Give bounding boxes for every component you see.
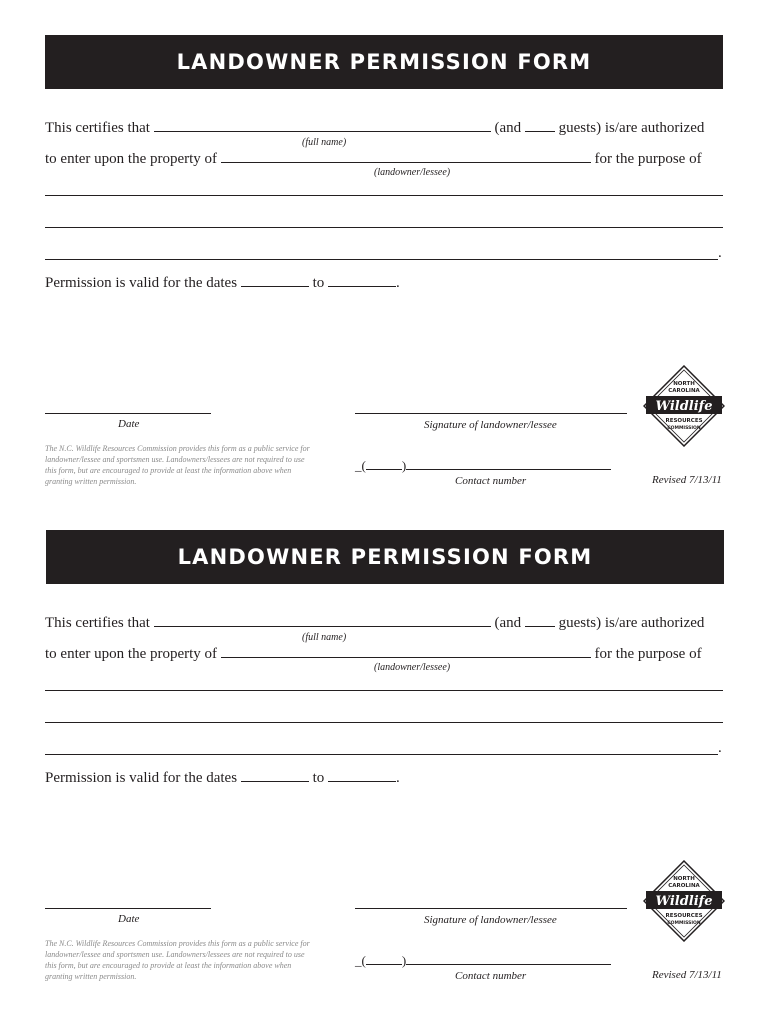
purpose-field-line-2[interactable] (45, 227, 723, 228)
guests-authorized-label: guests) is/are authorized (558, 120, 705, 136)
revised-date: Revised 7/13/11 (652, 969, 722, 981)
dates-line (45, 272, 400, 292)
contact-caption: Contact number (455, 475, 527, 487)
dates-to-label: to (312, 770, 325, 786)
guests-count-field[interactable] (525, 117, 555, 132)
logo-text-wildlife: Wildlife (655, 399, 713, 414)
purpose-field-line-1[interactable] (45, 195, 723, 196)
dates-period: . (395, 770, 400, 786)
phone-number-field[interactable] (406, 950, 611, 965)
date-signature-line[interactable] (45, 413, 211, 414)
area-code-field[interactable] (366, 455, 402, 470)
phone-number-field[interactable] (406, 455, 611, 470)
landowner-signature-line[interactable] (355, 908, 627, 909)
start-date-field[interactable] (241, 767, 309, 782)
logo-text-carolina: CAROLINA (668, 883, 700, 889)
dates-to-label: to (312, 275, 325, 291)
purpose-period: . (718, 740, 722, 756)
disclaimer-text: The N.C. Wildlife Resources Commission provides this form as a public service for landowner/lessee and sportsmen use. Landowners/lessees are not required to use this form, but are encouraged to provide at least the information above when granting written permission. (45, 444, 310, 486)
guests-and-label: (and (494, 120, 522, 136)
logo-text-north: NORTH (673, 876, 695, 882)
landowner-caption: (landowner/lessee) (374, 167, 451, 178)
logo-text-resources: RESOURCES (665, 913, 703, 919)
certifies-label: This certifies that (45, 615, 150, 631)
logo-text-carolina: CAROLINA (668, 388, 700, 394)
purpose-field-line-3[interactable] (45, 259, 718, 260)
nc-wildlife-commission-logo (643, 860, 725, 942)
purpose-label: for the purpose of (594, 151, 702, 167)
landowner-signature-line[interactable] (355, 413, 627, 414)
enter-property-label: to enter upon the property of (45, 151, 218, 167)
guests-count-field[interactable] (525, 612, 555, 627)
logo-text-resources: RESOURCES (665, 418, 703, 424)
contact-number-field[interactable] (355, 950, 611, 969)
landowner-caption: (landowner/lessee) (374, 662, 451, 673)
date-caption: Date (118, 418, 140, 430)
date-caption: Date (118, 913, 140, 925)
end-date-field[interactable] (328, 767, 396, 782)
certifies-line (45, 117, 704, 137)
dates-label: Permission is valid for the dates (45, 275, 238, 291)
logo-text-north: NORTH (673, 381, 695, 387)
area-code-open: _( (355, 953, 366, 968)
logo-text-commission: COMMISSION (667, 426, 701, 431)
logo-text-wildlife: Wildlife (655, 894, 713, 909)
full-name-caption: (full name) (302, 137, 347, 148)
end-date-field[interactable] (328, 272, 396, 287)
dates-period: . (395, 275, 400, 291)
nc-wildlife-commission-logo (643, 365, 725, 447)
permission-form-2 (0, 495, 768, 995)
signature-caption: Signature of landowner/lessee (424, 914, 557, 926)
contact-number-field[interactable] (355, 455, 611, 474)
logo-text-commission: COMMISSION (667, 921, 701, 926)
enter-property-label: to enter upon the property of (45, 646, 218, 662)
disclaimer-text: The N.C. Wildlife Resources Commission provides this form as a public service for landowner/lessee and sportsmen use. Landowners/lessees are not required to use this form, but are encouraged to provide at least the information above when granting written permission. (45, 939, 310, 981)
area-code-close: ) (401, 953, 407, 968)
full-name-field[interactable] (154, 117, 491, 132)
dates-line (45, 767, 400, 787)
purpose-field-line-2[interactable] (45, 722, 723, 723)
guests-authorized-label: guests) is/are authorized (558, 615, 705, 631)
area-code-field[interactable] (366, 950, 402, 965)
form-title: LANDOWNER PERMISSION FORM (46, 530, 724, 584)
full-name-field[interactable] (154, 612, 491, 627)
landowner-name-field[interactable] (221, 148, 591, 163)
contact-caption: Contact number (455, 970, 527, 982)
area-code-open: _( (355, 458, 366, 473)
form-title: LANDOWNER PERMISSION FORM (45, 35, 723, 89)
dates-label: Permission is valid for the dates (45, 770, 238, 786)
property-line (45, 148, 702, 168)
property-line (45, 643, 702, 663)
revised-date: Revised 7/13/11 (652, 474, 722, 486)
area-code-close: ) (401, 458, 407, 473)
start-date-field[interactable] (241, 272, 309, 287)
certifies-line (45, 612, 704, 632)
full-name-caption: (full name) (302, 632, 347, 643)
purpose-label: for the purpose of (594, 646, 702, 662)
date-signature-line[interactable] (45, 908, 211, 909)
signature-caption: Signature of landowner/lessee (424, 419, 557, 431)
purpose-field-line-1[interactable] (45, 690, 723, 691)
certifies-label: This certifies that (45, 120, 150, 136)
purpose-period: . (718, 245, 722, 261)
guests-and-label: (and (494, 615, 522, 631)
permission-form-1 (0, 0, 768, 500)
purpose-field-line-3[interactable] (45, 754, 718, 755)
landowner-name-field[interactable] (221, 643, 591, 658)
